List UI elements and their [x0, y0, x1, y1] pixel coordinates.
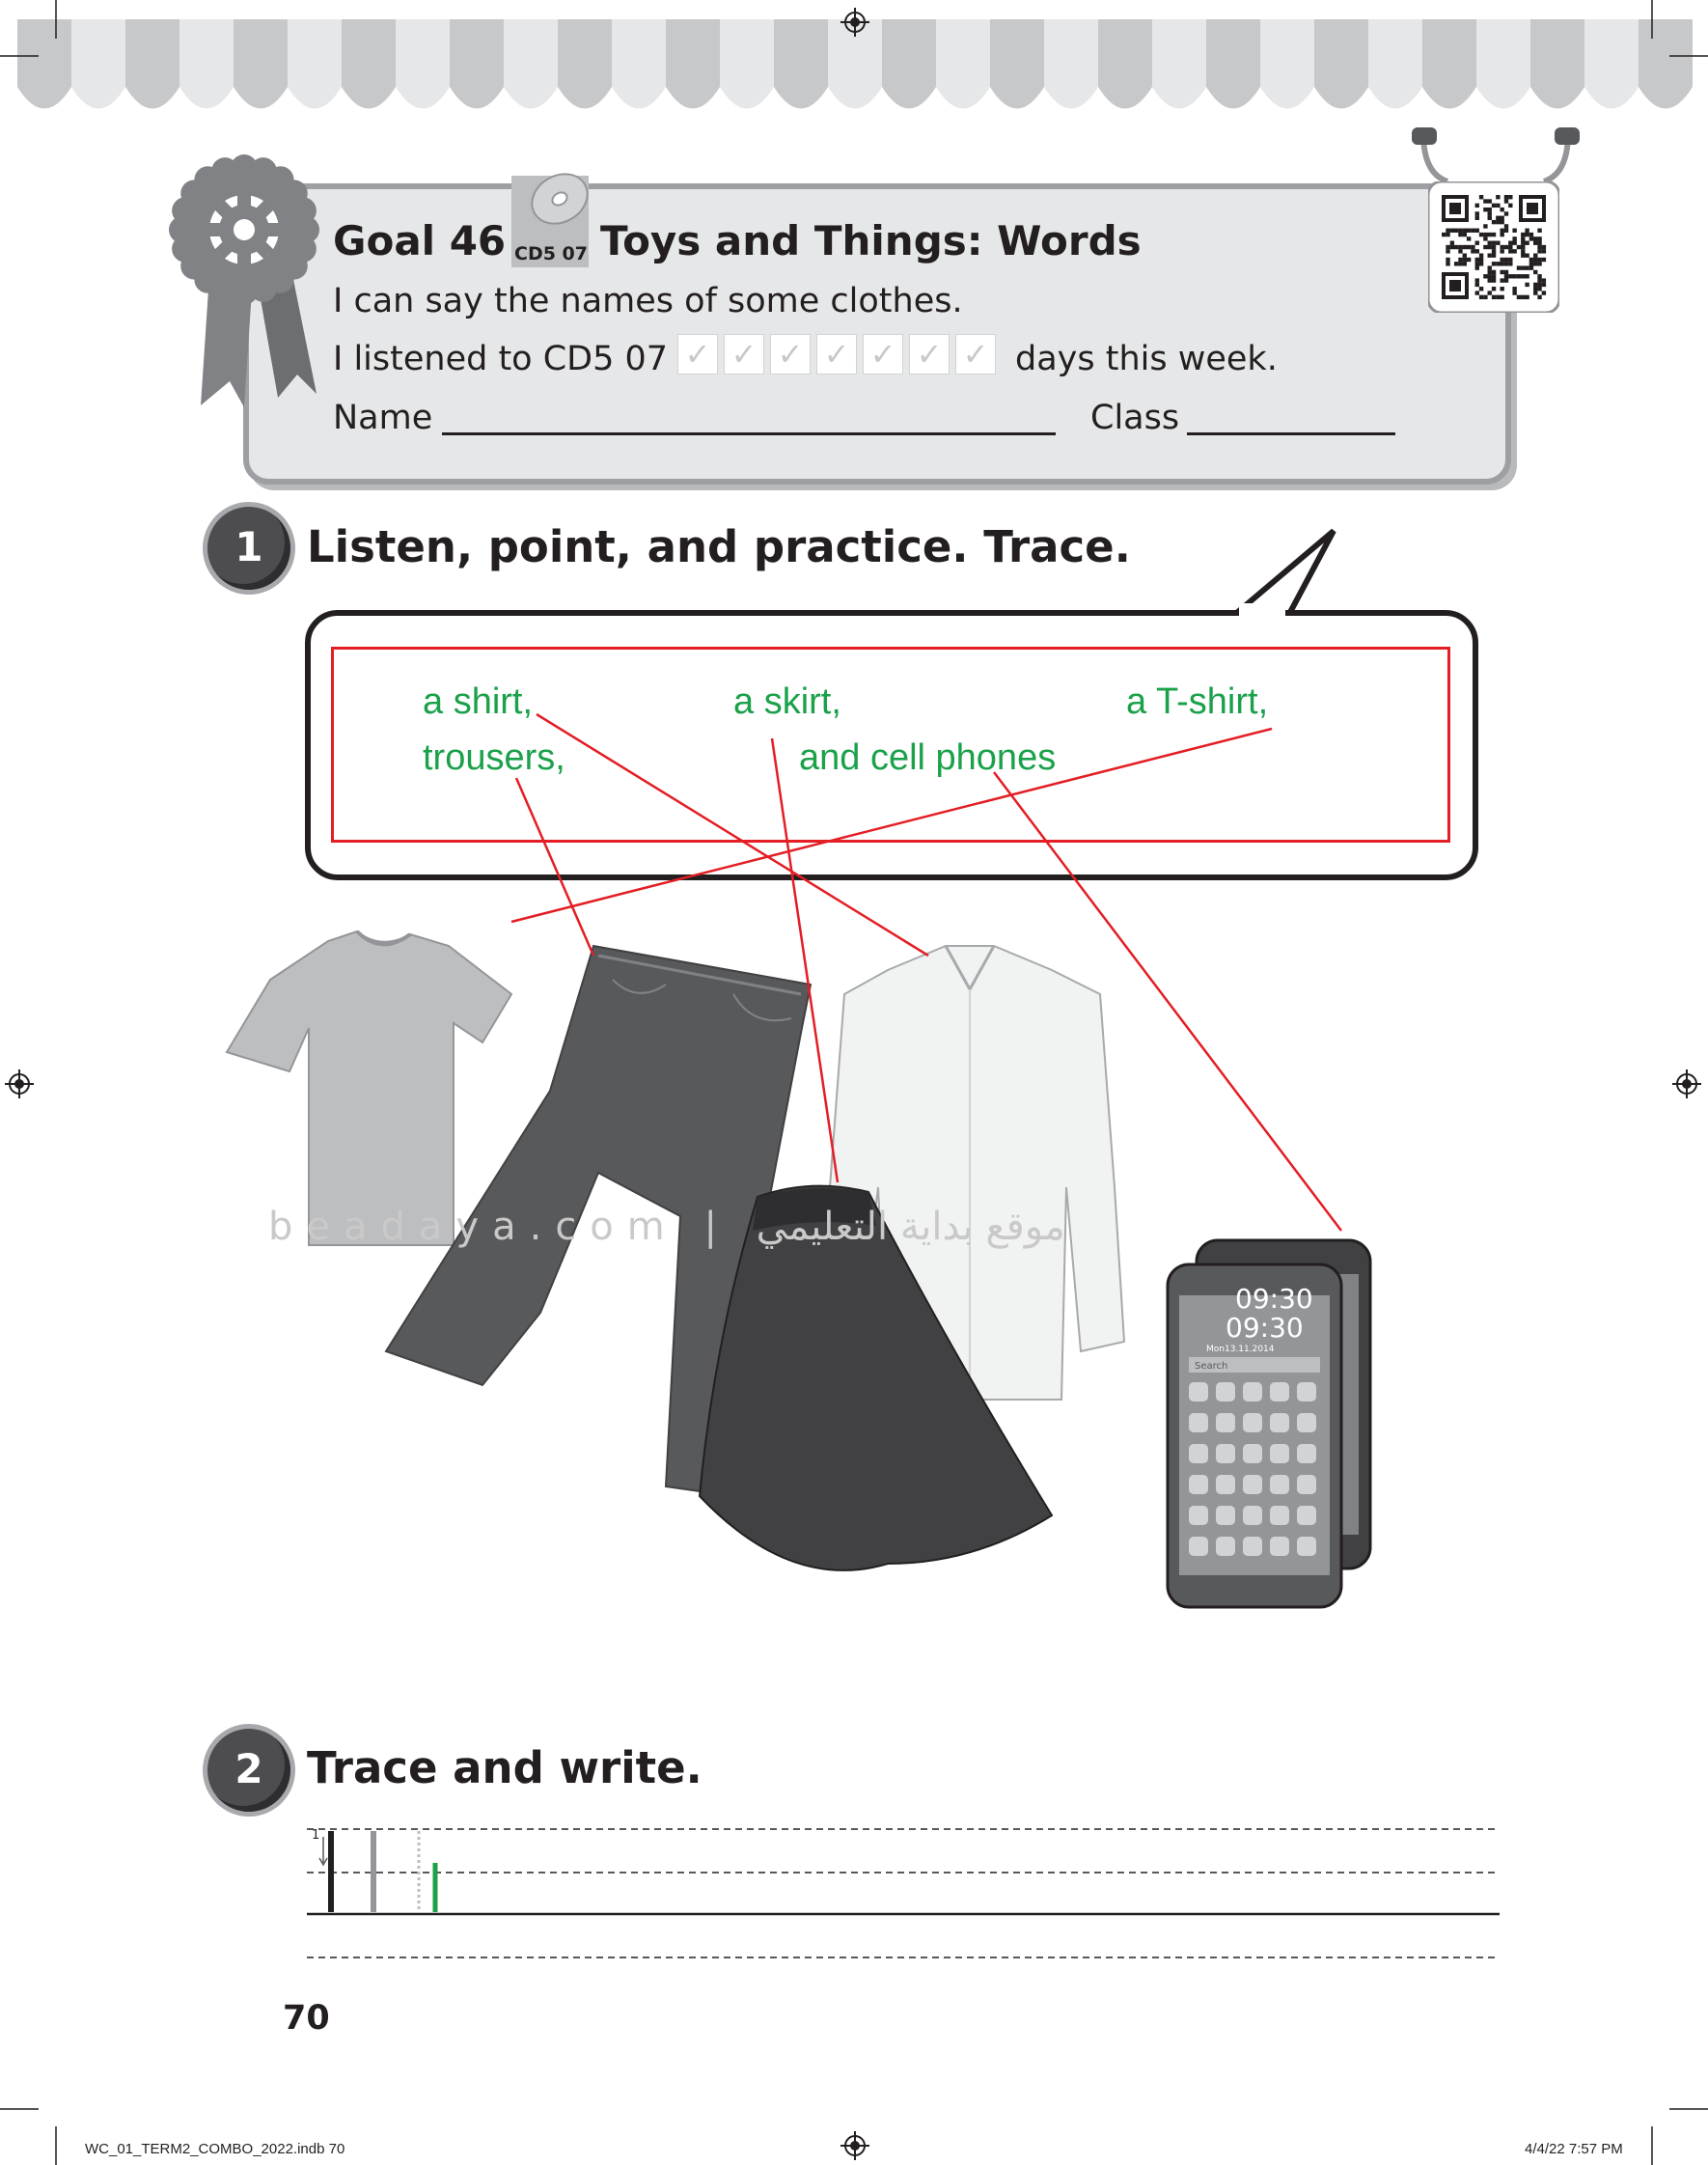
goal-number: Goal 46 — [333, 217, 507, 264]
listened-prefix: I listened to CD5 07 — [333, 340, 669, 378]
word-skirt: a skirt, — [733, 681, 841, 722]
phone-time-back: 09:30 — [1235, 1283, 1313, 1315]
word-tshirt: a T-shirt, — [1126, 681, 1269, 722]
name-label: Name — [333, 399, 433, 437]
handwriting-lines — [307, 1819, 1500, 1964]
day-check-box[interactable]: ✓ — [770, 334, 811, 375]
word-shirt: a shirt, — [423, 681, 534, 722]
class-label: Class — [1090, 399, 1180, 437]
section-1-number: 1 — [207, 507, 290, 590]
day-check-box[interactable]: ✓ — [677, 334, 718, 375]
stroke-number: 1 — [312, 1828, 320, 1843]
goal-objective: I can say the names of some clothes. — [333, 282, 963, 320]
phone-search: Search — [1195, 1361, 1228, 1372]
page-number: 70 — [283, 1999, 330, 2038]
footer-date: 4/4/22 7:57 PM — [1525, 2141, 1623, 2157]
listened-suffix: days this week. — [1015, 340, 1278, 378]
footer-file: WC_01_TERM2_COMBO_2022.indb 70 — [85, 2141, 345, 2157]
day-check-box[interactable]: ✓ — [909, 334, 950, 375]
day-check-box[interactable]: ✓ — [955, 334, 996, 375]
watermark-text: beadaya.com | موقع بداية التعليمي — [268, 1205, 1065, 1249]
section-2-number: 2 — [207, 1729, 290, 1812]
goal-topic: Toys and Things: Words — [600, 217, 1142, 264]
day-check-box[interactable]: ✓ — [724, 334, 764, 375]
cd-track-label: CD5 07 — [514, 243, 588, 264]
word-cell-phones: and cell phones — [799, 737, 1057, 778]
phone-time: 09:30 — [1226, 1312, 1304, 1344]
section-2-title: Trace and write. — [307, 1742, 702, 1793]
section-1-title: Listen, point, and practice. Trace. — [307, 521, 1131, 572]
phone-date: Mon13.11.2014 — [1206, 1345, 1275, 1354]
day-check-box[interactable]: ✓ — [863, 334, 903, 375]
word-trousers: trousers, — [423, 737, 565, 778]
day-check-box[interactable]: ✓ — [816, 334, 857, 375]
